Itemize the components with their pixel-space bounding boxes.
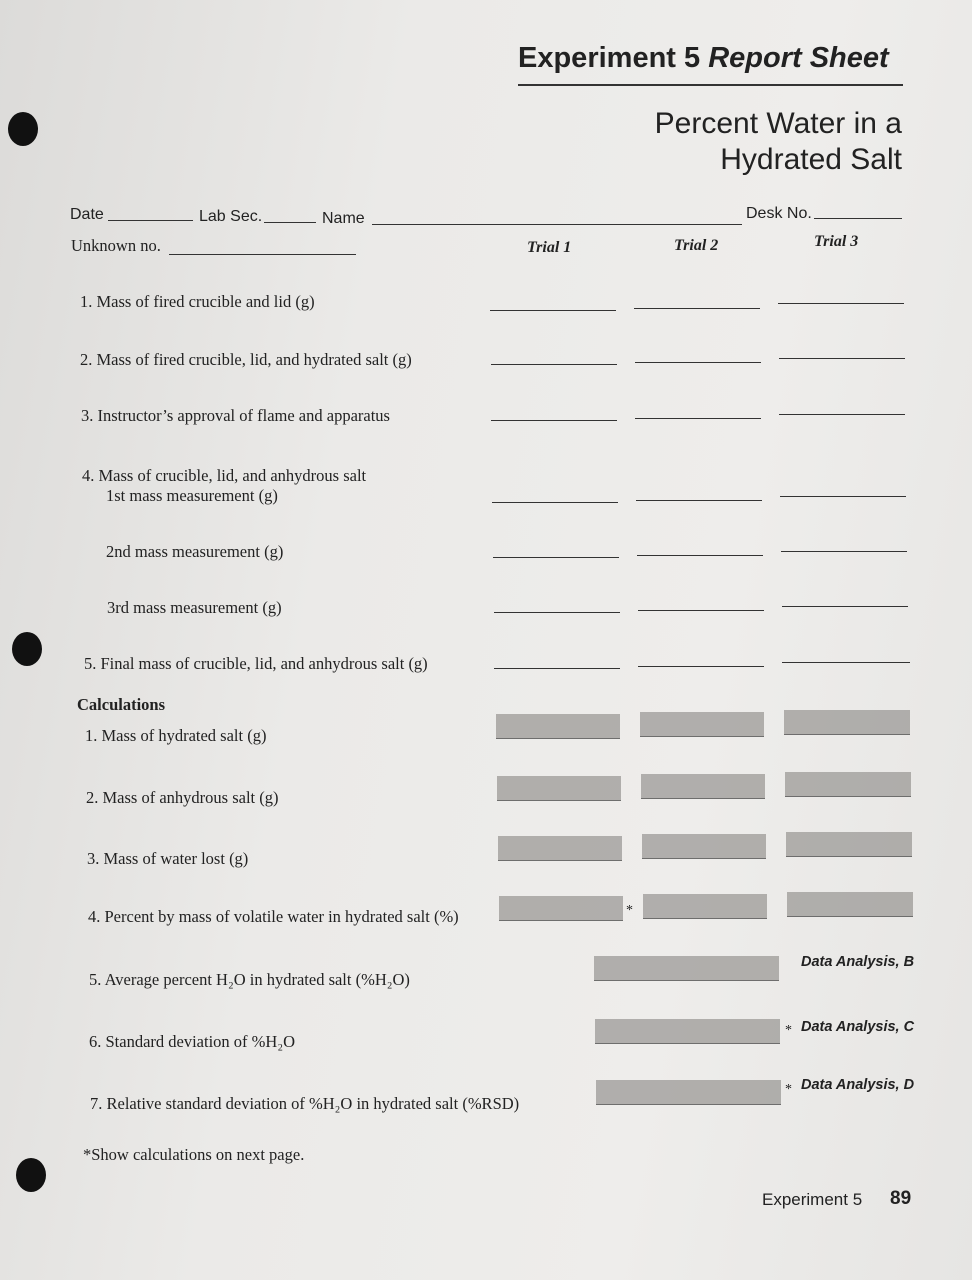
item-5-trial-2[interactable]	[638, 666, 764, 667]
data-analysis-c: Data Analysis, C	[801, 1019, 915, 1035]
item-4-3rd-trial-1[interactable]	[494, 612, 620, 613]
calc-4-trial-1[interactable]	[499, 896, 623, 921]
binder-hole-top	[8, 112, 38, 146]
calc-2-trial-2[interactable]	[641, 774, 765, 799]
lab-sec-field[interactable]	[264, 222, 316, 223]
calc-5-label: 5. Average percent H₂O in hydrated salt (%H₂O)	[89, 970, 410, 989]
unknown-label: Unknown no.	[71, 236, 161, 255]
footer-experiment-label: Experiment 5	[762, 1190, 863, 1209]
calc-7-label: 7. Relative standard deviation of %H₂O in hydrated salt (%RSD)	[90, 1094, 520, 1113]
item-3-trial-1[interactable]	[491, 420, 617, 421]
calc-1-trial-3[interactable]	[784, 710, 910, 735]
item-4-3rd-label: 3rd mass measurement (g)	[107, 598, 282, 617]
trial-2-header: Trial 2	[674, 237, 719, 254]
calc-2-trial-3[interactable]	[785, 772, 911, 797]
item-2-trial-1[interactable]	[491, 364, 617, 365]
calc-4-trial-3[interactable]	[787, 892, 913, 917]
page-number: 89	[890, 1188, 912, 1209]
trial-3-header: Trial 3	[814, 233, 859, 250]
item-4-1st-trial-1[interactable]	[492, 502, 618, 503]
desk-no-label: Desk No.	[746, 205, 812, 222]
item-5-trial-3[interactable]	[782, 662, 910, 663]
footnote: *Show calculations on next page.	[83, 1145, 305, 1164]
date-label: Date	[70, 206, 104, 223]
calc-1-trial-2[interactable]	[640, 712, 764, 737]
item-5-trial-1[interactable]	[494, 668, 620, 669]
calc-2-label: 2. Mass of anhydrous salt (g)	[86, 788, 279, 807]
item-4-2nd-label: 2nd mass measurement (g)	[106, 542, 284, 561]
item-4-2nd-trial-1[interactable]	[493, 557, 619, 558]
item-4-1st-label: 1st mass measurement (g)	[106, 486, 278, 505]
calc-7-field[interactable]	[596, 1080, 781, 1105]
desk-no-field[interactable]	[814, 218, 902, 219]
calc-1-label: 1. Mass of hydrated salt (g)	[85, 726, 267, 745]
item-4-2nd-trial-2[interactable]	[637, 555, 763, 556]
data-analysis-d: Data Analysis, D	[801, 1077, 915, 1093]
calc-4-label: 4. Percent by mass of volatile water in hydrated salt (%)	[88, 907, 459, 926]
calc-1-trial-1[interactable]	[496, 714, 620, 739]
binder-hole-middle	[12, 632, 42, 666]
binder-hole-bottom	[16, 1158, 46, 1192]
item-1-trial-3[interactable]	[778, 303, 904, 304]
data-analysis-b: Data Analysis, B	[801, 954, 915, 970]
item-3-label: 3. Instructor’s approval of flame and apparatus	[81, 406, 390, 425]
item-1-trial-2[interactable]	[634, 308, 760, 309]
calc-3-label: 3. Mass of water lost (g)	[87, 849, 249, 868]
name-field[interactable]	[372, 224, 742, 225]
calc-3-trial-3[interactable]	[786, 832, 912, 857]
name-label: Name	[322, 210, 365, 227]
calculations-heading: Calculations	[77, 695, 166, 714]
item-2-trial-2[interactable]	[635, 362, 761, 363]
date-field[interactable]	[108, 220, 193, 221]
calc-5-field[interactable]	[594, 956, 779, 981]
item-4-label: 4. Mass of crucible, lid, and anhydrous salt	[82, 466, 367, 485]
calc-6-asterisk: *	[785, 1023, 792, 1038]
header-rule	[518, 84, 903, 86]
item-4-2nd-trial-3[interactable]	[781, 551, 907, 552]
item-4-3rd-trial-2[interactable]	[638, 610, 764, 611]
item-3-trial-3[interactable]	[779, 414, 905, 415]
calc-4-asterisk: *	[626, 903, 633, 918]
item-4-1st-trial-2[interactable]	[636, 500, 762, 501]
item-4-1st-trial-3[interactable]	[780, 496, 906, 497]
trial-1-header: Trial 1	[527, 239, 572, 256]
item-2-label: 2. Mass of fired crucible, lid, and hydrated salt (g)	[80, 350, 412, 369]
lab-sec-label: Lab Sec.	[199, 208, 263, 225]
item-2-trial-3[interactable]	[779, 358, 905, 359]
calc-3-trial-2[interactable]	[642, 834, 766, 859]
calc-3-trial-1[interactable]	[498, 836, 622, 861]
calc-4-trial-2[interactable]	[643, 894, 767, 919]
unknown-field[interactable]	[169, 254, 356, 255]
item-1-trial-1[interactable]	[490, 310, 616, 311]
experiment-heading: Experiment 5 Report Sheet	[518, 42, 889, 74]
calc-7-asterisk: *	[785, 1082, 792, 1097]
calc-6-label: 6. Standard deviation of %H₂O	[89, 1032, 296, 1051]
calc-2-trial-1[interactable]	[497, 776, 621, 801]
item-3-trial-2[interactable]	[635, 418, 761, 419]
calc-6-field[interactable]	[595, 1019, 780, 1044]
item-5-label: 5. Final mass of crucible, lid, and anhydrous salt (g)	[84, 654, 428, 673]
page-title: Percent Water in a Hydrated Salt	[654, 107, 902, 176]
item-1-label: 1. Mass of fired crucible and lid (g)	[80, 292, 315, 311]
item-4-3rd-trial-3[interactable]	[782, 606, 908, 607]
